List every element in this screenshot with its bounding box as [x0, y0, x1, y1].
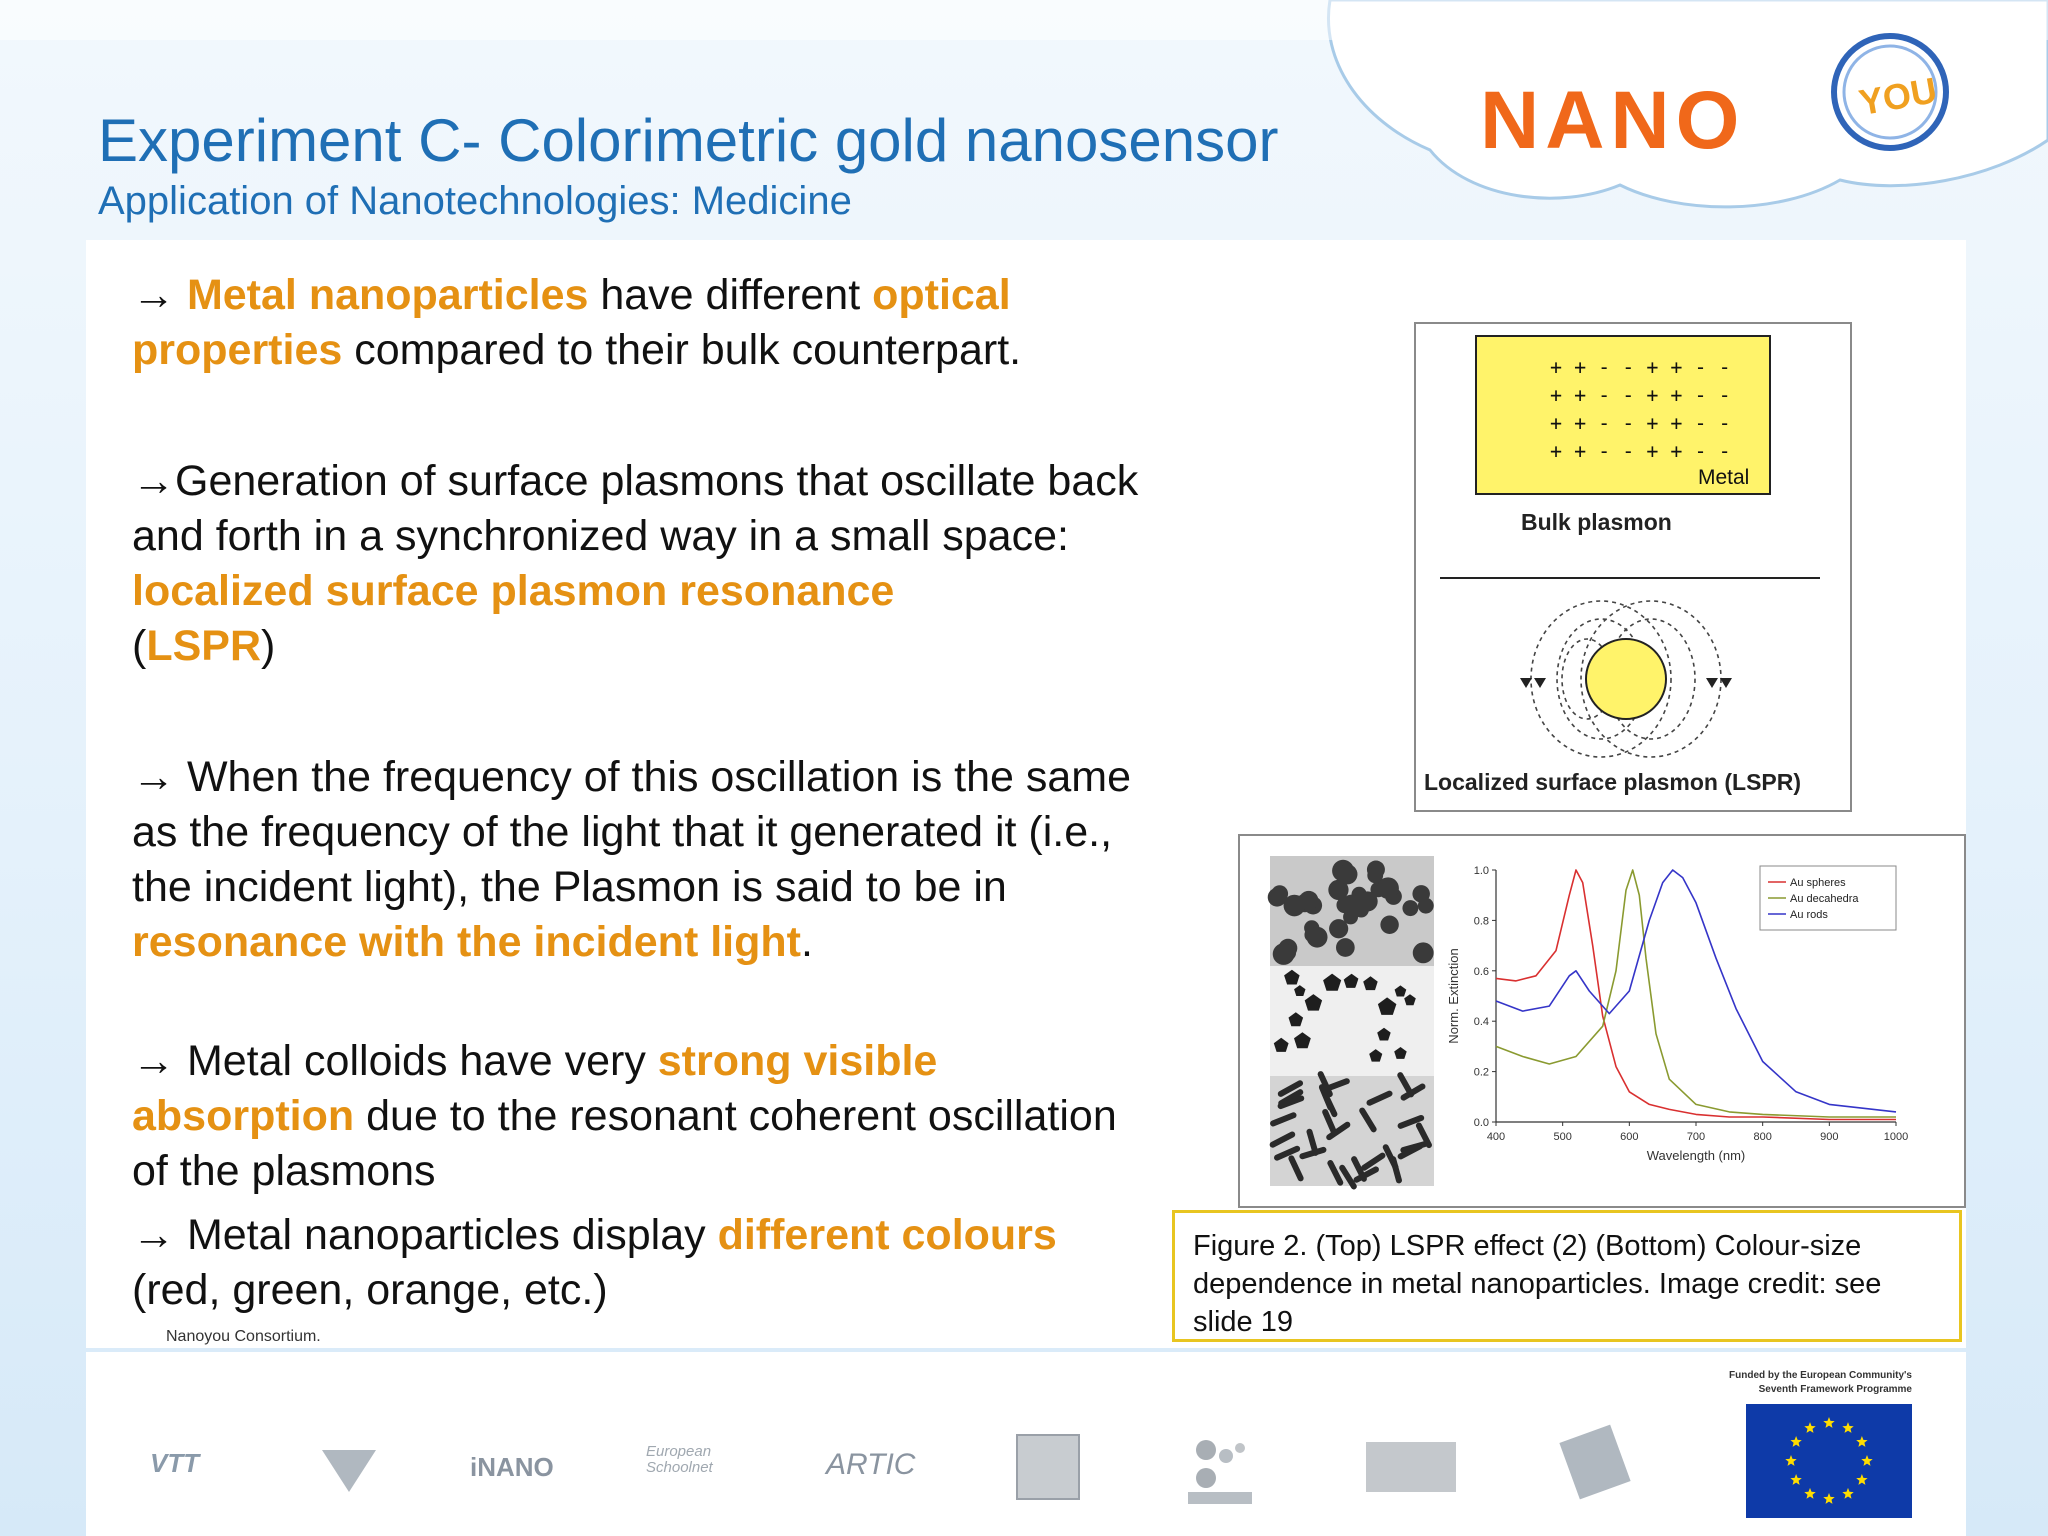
partner-logo-european-schoolnet: European Schoolnet [646, 1443, 713, 1476]
tem-sphere [1412, 885, 1430, 903]
extinction-chart [1446, 865, 1908, 1163]
field-arrow-right-2 [1720, 678, 1732, 688]
tem-sphere [1402, 900, 1418, 916]
x-tick-label: 500 [1553, 1131, 1572, 1143]
tem-sphere [1307, 927, 1328, 948]
nanoparticle-sphere [1586, 639, 1666, 719]
eu-flag [1746, 1404, 1912, 1518]
partner-logo-2 [314, 1442, 384, 1502]
y-tick-label: 0.8 [1473, 915, 1489, 928]
partner-footer [86, 1352, 1966, 1536]
legend-label: Au spheres [1790, 877, 1846, 889]
field-arrow-right-1 [1706, 678, 1718, 688]
partner-logo-8 [1366, 1442, 1456, 1492]
tem-sphere [1329, 919, 1348, 938]
paragraph-colours: → Metal nanoparticles display different colours (red, green, orange, etc.) [132, 1211, 1057, 1314]
paragraph-resonance: → When the frequency of this oscillation is the same as the frequency of the light that it generated it (i.e., the incident light), the Plasmon is said to be in resonance with the incident light. [132, 753, 1132, 966]
y-tick-label: 0.6 [1473, 965, 1489, 978]
tem-sphere [1299, 891, 1318, 910]
page-subtitle: Application of Nanotechnologies: Medicine [98, 179, 852, 223]
field-arrow-left-1 [1520, 678, 1532, 688]
spectrum-figure-svg [1240, 836, 1964, 1206]
x-tick-label: 400 [1486, 1131, 1506, 1143]
paragraph-absorption: → Metal colloids have very strong visible absorption due to the resonant coherent oscillation of the plasmons [132, 1037, 1117, 1195]
tem-sphere [1380, 916, 1398, 934]
logo-text: NANO [1480, 75, 1746, 166]
partner-logo-artic: ARTIC [826, 1448, 916, 1481]
lspr-label: Localized surface plasmon (LSPR) [1424, 769, 1802, 795]
funding-note-line1: Funded by the European Community's [1729, 1370, 1912, 1381]
partner-logo-9 [1559, 1425, 1630, 1500]
partner-logo-vtt: VTT [150, 1448, 200, 1478]
logo-badge: YOU [1855, 69, 1940, 124]
y-tick-label: 0.2 [1473, 1066, 1489, 1079]
nanoyou-logo [1480, 30, 1960, 190]
partner-logo-7 [1184, 1430, 1264, 1510]
tem-sphere [1336, 938, 1355, 957]
paragraph-surface-plasmons: →Generation of surface plasmons that oscillate back and forth in a synchronized way in a small space: localized surface plasmon resonance (LSPR) [132, 457, 1139, 670]
tem-sphere [1336, 897, 1352, 913]
y-tick-label: 1.0 [1473, 865, 1489, 877]
field-arrow-left-2 [1534, 678, 1546, 688]
x-tick-label: 900 [1820, 1131, 1839, 1143]
y-tick-label: 0.0 [1473, 1117, 1489, 1129]
tem-sphere [1268, 888, 1287, 907]
x-tick-label: 700 [1686, 1131, 1706, 1143]
plasmon-diagram [1414, 322, 1852, 812]
tem-sphere [1413, 942, 1434, 963]
spectrum-figure [1238, 834, 1966, 1208]
charge-row-3: + + - - + + - - [1550, 411, 1731, 435]
figure-caption: Figure 2. (Top) LSPR effect (2) (Bottom) Colour-size dependence in metal nanoparticles. Image credit: see slide 19 [1172, 1210, 1962, 1342]
tem-sphere [1280, 945, 1296, 961]
plasmon-diagram-svg [1416, 324, 1850, 810]
legend-label: Au decahedra [1790, 893, 1859, 905]
x-axis-label: Wavelength (nm) [1646, 1148, 1746, 1163]
funding-note-line2: Seventh Framework Programme [1758, 1384, 1912, 1395]
charge-row-2: + + - - + + - - [1550, 383, 1731, 407]
x-tick-label: 800 [1753, 1131, 1772, 1143]
bulk-plasmon-label: Bulk plasmon [1521, 509, 1672, 535]
page-title: Experiment C- Colorimetric gold nanosensor [98, 107, 1279, 174]
paragraph-optical-properties: → Metal nanoparticles have different optical properties compared to their bulk counterpart. [132, 271, 1022, 374]
y-axis-label: Norm. Extinction [1446, 948, 1461, 1044]
y-tick-label: 0.4 [1473, 1016, 1489, 1029]
partner-logo-6 [1016, 1434, 1080, 1500]
charge-row-4: + + - - + + - - [1550, 439, 1731, 463]
metal-label: Metal [1698, 466, 1750, 489]
charge-row-1: + + - - + + - - [1550, 355, 1731, 379]
tem-sphere [1377, 877, 1399, 899]
x-tick-label: 1000 [1883, 1131, 1909, 1143]
partner-logo-inano: iNANO [470, 1452, 554, 1482]
consortium-credit: Nanoyou Consortium. [166, 1328, 321, 1345]
tem-sphere [1337, 864, 1357, 884]
x-tick-label: 600 [1620, 1131, 1639, 1143]
legend-label: Au rods [1790, 909, 1828, 921]
